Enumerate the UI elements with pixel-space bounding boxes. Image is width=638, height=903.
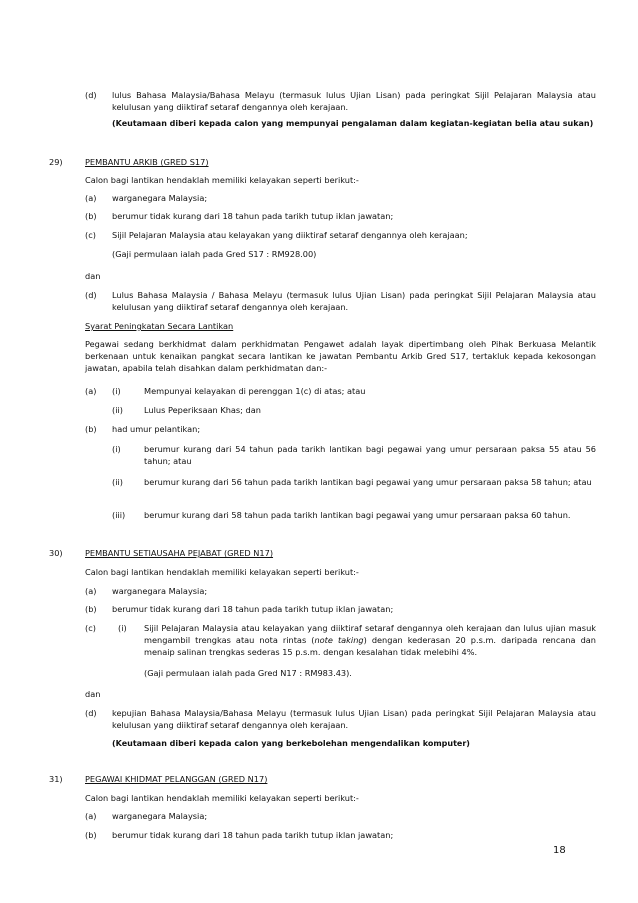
s29-promo-text: Pegawai sedang berkhidmat dalam perkhidmatan Pengawet adalah layak dipertimbang oleh Pihak Berkuasa Melantik berkenaan untuk kenaikan pangkat secara lantikan ke jawatan Pembantu Arkib Gred S17, tertakluk kepada kekosongan jawatan, apabila telah disahkan dalam perkhidmatan dan:- [85, 339, 596, 373]
top-d-text: lulus Bahasa Malaysia/Bahasa Melayu (termasuk lulus Ujian Lisan) pada peringkat Sijil Pelajaran Malaysia atau kelulusan yang diiktiraf setaraf dengannya oleh kerajaan. [112, 90, 596, 112]
s31-b-marker: (b) [85, 830, 97, 840]
s29-pb-text: had umur pelantikan; [112, 424, 201, 434]
s29-a-marker: (a) [85, 193, 97, 203]
s30-a-marker: (a) [85, 586, 97, 596]
s29-d-text: Lulus Bahasa Malaysia / Bahasa Melayu (termasuk lulus Ujian Lisan) pada peringkat Sijil Pelajaran Malaysia atau kelulusan yang diiktiraf setaraf dengannya oleh kerajaan. [112, 290, 596, 312]
s29-pb-i-text: berumur kurang dari 54 tahun pada tarikh lantikan bagi pegawai yang umur persaraan paksa 55 atau 56 tahun; atau [144, 444, 596, 466]
s30-b-text: berumur tidak kurang dari 18 tahun pada tarikh tutup iklan jawatan; [112, 604, 394, 614]
section-31-title: PEGAWAI KHIDMAT PELANGGAN (GRED N17) [85, 774, 268, 784]
s29-pa-i-text: Mempunyai kelayakan di perenggan 1(c) di atas; atau [144, 386, 366, 396]
s30-c-i-text-before: Sijil Pelajaran Malaysia atau kelayakan yang diiktiraf setaraf dengannya oleh kerajaan dan lulus ujian masuk mengambil trengkas atau nota rintas ( [144, 623, 596, 645]
s31-a-text: warganegara Malaysia; [112, 811, 208, 821]
s30-c-i-marker: (i) [118, 623, 127, 633]
s29-pa-ii-marker: (ii) [112, 405, 123, 415]
s30-dan: dan [85, 689, 101, 699]
s29-d-marker: (d) [85, 290, 97, 300]
s29-promo-title: Syarat Peningkatan Secara Lantikan [85, 321, 234, 331]
section-29-number: 29) [49, 157, 63, 167]
top-d-note: (Keutamaan diberi kepada calon yang mempunyai pengalaman dalam kegiatan-kegiatan belia atau sukan) [112, 119, 594, 128]
section-29-title: PEMBANTU ARKIB (GRED S17) [85, 157, 209, 167]
top-d-marker: (d) [85, 90, 97, 100]
section-31-number: 31) [49, 774, 63, 784]
s29-pa-ii-text: Lulus Peperiksaan Khas; dan [144, 405, 261, 415]
s29-pb-ii-text: berumur kurang dari 56 tahun pada tarikh lantikan bagi pegawai yang umur persaraan paksa 58 tahun; atau [144, 477, 592, 487]
s29-pb-marker: (b) [85, 424, 97, 434]
s29-pb-iii-marker: (iii) [112, 510, 126, 520]
section-30-number: 30) [49, 548, 63, 558]
s30-b-marker: (b) [85, 604, 97, 614]
s30-a-text: warganegara Malaysia; [112, 586, 208, 596]
s29-pa-i-marker: (i) [112, 386, 121, 396]
s31-b-text: berumur tidak kurang dari 18 tahun pada tarikh tutup iklan jawatan; [112, 830, 394, 840]
s30-salary: (Gaji permulaan ialah pada Gred N17 : RM983.43). [144, 668, 352, 678]
s29-dan: dan [85, 271, 101, 281]
s31-a-marker: (a) [85, 811, 97, 821]
s30-d-marker: (d) [85, 708, 97, 718]
s29-pb-iii-text: berumur kurang dari 58 tahun pada tarikh lantikan bagi pegawai yang umur persaraan paksa 60 tahun. [144, 510, 571, 520]
s30-d-note: (Keutamaan diberi kepada calon yang berkebolehan mengendalikan komputer) [112, 739, 470, 748]
s29-c-text: Sijil Pelajaran Malaysia atau kelayakan yang diiktiraf setaraf dengannya oleh kerajaan; [112, 230, 468, 240]
s30-c-marker: (c) [85, 623, 96, 633]
s29-b-marker: (b) [85, 211, 97, 221]
s29-a-text: warganegara Malaysia; [112, 193, 208, 203]
s30-d-text: kepujian Bahasa Malaysia/Bahasa Melayu (termasuk lulus Ujian Lisan) pada peringkat Sijil Pelajaran Malaysia atau kelulusan yang diiktiraf setaraf dengannya oleh kerajaan. [112, 708, 596, 730]
section-30-intro: Calon bagi lantikan hendaklah memiliki kelayakan seperti berikut:- [85, 567, 359, 577]
s30-c-i-text-italic: note taking [314, 635, 364, 645]
s30-c-i-text-after: ) dengan kederasan 20 p.s.m. daripada rencana dan menaip salinan trengkas sederas 15 p.s.m. dengan kesalahan tidak melebihi 4%. [144, 635, 596, 657]
s29-salary: (Gaji permulaan ialah pada Gred S17 : RM928.00) [112, 249, 317, 259]
section-30-title: PEMBANTU SETIAUSAHA PEJABAT (GRED N17) [85, 548, 274, 558]
page-number: 18 [553, 845, 566, 856]
s29-pb-ii-marker: (ii) [112, 477, 123, 487]
s30-c-i-text [144, 622, 596, 658]
section-31-intro: Calon bagi lantikan hendaklah memiliki kelayakan seperti berikut:- [85, 793, 359, 803]
s29-b-text: berumur tidak kurang dari 18 tahun pada tarikh tutup iklan jawatan; [112, 211, 394, 221]
s29-c-marker: (c) [85, 230, 96, 240]
s29-pa-marker: (a) [85, 386, 97, 396]
section-29-intro: Calon bagi lantikan hendaklah memiliki kelayakan seperti berikut:- [85, 175, 359, 185]
s29-pb-i-marker: (i) [112, 444, 121, 454]
